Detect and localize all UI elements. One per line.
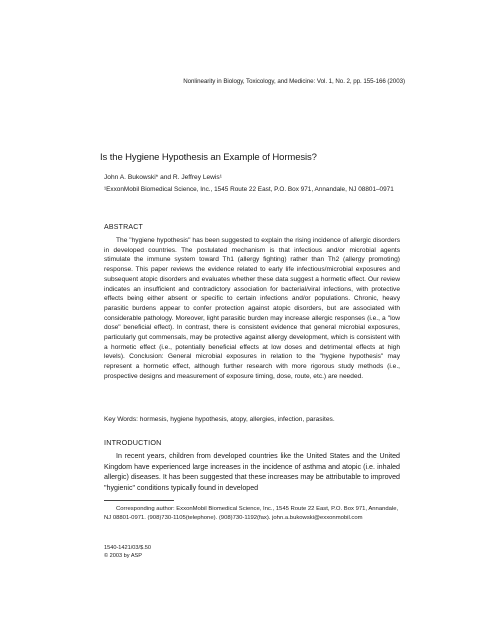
issn-block xyxy=(104,544,151,561)
issn-price: 1540-1421/03/$.50 xyxy=(104,545,151,551)
journal-citation: Nonlinearity in Biology, Toxicology, and Medicine: Vol. 1, No. 2, pp. 155-166 (2003) xyxy=(183,78,405,85)
copyright-notice: © 2003 by ASP xyxy=(104,553,143,560)
abstract-body: The "hygiene hypothesis" has been suggested to explain the rising incidence of allergic disorders in developed countries. The postulated mechanism is that infectious and/or microbial agents stimulate the immune system toward Th1 (allergy fighting) rather than Th2 (allergy promoting) response. This paper reviews the evidence related to early life infectious/microbial exposures and subsequent atopic disorders and evaluates whether these data suggest a hormetic effect. Our review indicates an insufficient and contradictory association for bacterial/viral infections, with protective effects being either absent or specific to certain infections and/or populations. Chronic, heavy parasitic burdens appear to confer protection against atopic disorders, but are associated with considerable pathology. Moreover, light parasitic burden may increase allergic responses (i.e., a "low dose" beneficial effect). In contrast, there is consistent evidence that general microbial exposures, particularly gut commensals, may be protective against allergy development, which is consistent with a hormetic effect (i.e., potentially beneficial effects at low doses and detrimental effects at high levels). Conclusion: General microbial exposures in relation to the "hygiene hypothesis" may represent a hormetic effect, although further research with more rigorous study methods (i.e., prospective designs and measurement of exposure timing, dose, route, etc.) are needed. xyxy=(104,237,400,380)
abstract-heading: ABSTRACT xyxy=(104,224,143,231)
introduction-body: In recent years, children from developed countries like the United States and the United Kingdom have experienced large increases in the incidence of asthma and atopic (i.e. inhaled allergic) diseases. It has been suggested that these increases may be attributable to improved "hygienic" conditions typically found in developed xyxy=(104,452,400,492)
footnote-divider xyxy=(104,500,174,501)
keywords-line: Key Words: hormesis, hygiene hypothesis, atopy, allergies, infection, parasites. xyxy=(104,416,335,423)
introduction-heading: INTRODUCTION xyxy=(104,438,162,447)
corresponding-author-footnote: Corresponding author: ExxonMobil Biomedical Science, Inc., 1545 Route 22 East, P.O. Box 971, Annandale, NJ 08801-0971. (908)730-1105(telephone). (908)730-1192(fax). john.a.bukowski@exxonmobil.com xyxy=(104,506,399,521)
paper-title: Is the Hygiene Hypothesis an Example of Hormesis? xyxy=(100,152,317,163)
author-affiliation: ¹ExxonMobil Biomedical Science, Inc., 1545 Route 22 East, P.O. Box 971, Annandale, NJ 08801–0971 xyxy=(104,186,394,193)
author-list: John A. Bukowski* and R. Jeffrey Lewis¹ xyxy=(104,174,222,181)
